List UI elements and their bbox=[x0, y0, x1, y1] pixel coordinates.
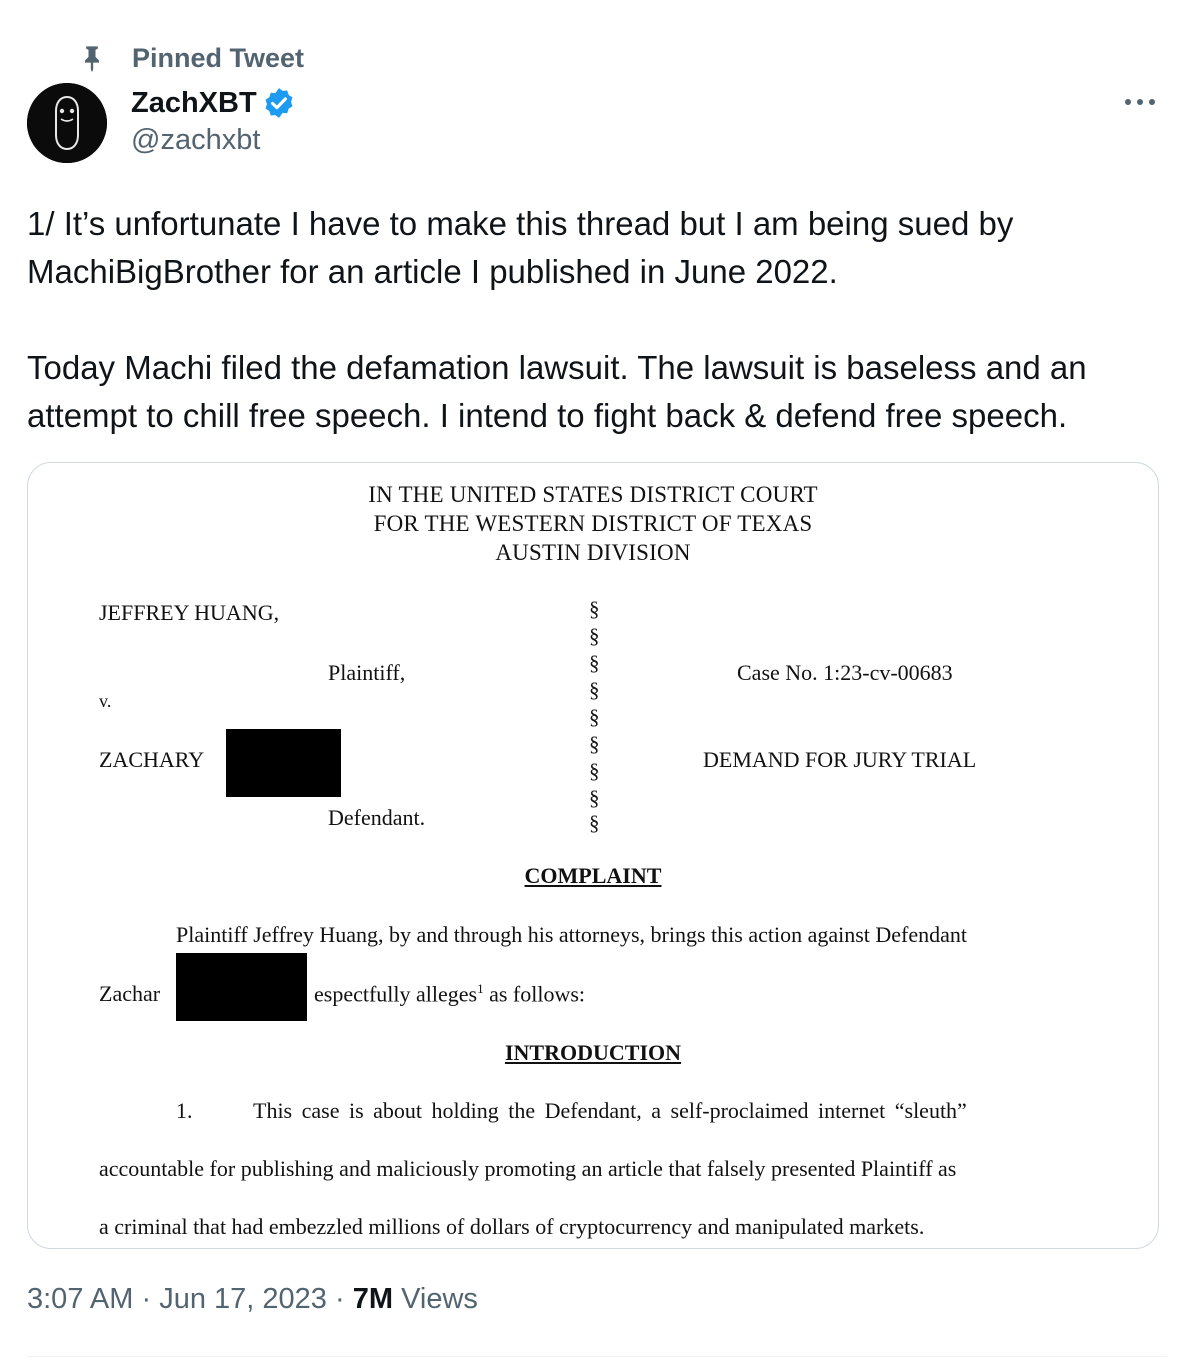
views-count: 7M bbox=[352, 1283, 393, 1315]
section-sign: § bbox=[589, 651, 600, 675]
tweet-time[interactable]: 3:07 AM bbox=[27, 1283, 134, 1315]
footnote-mark: 1 bbox=[477, 981, 484, 996]
handle[interactable]: @zachxbt bbox=[131, 124, 261, 156]
avatar-image bbox=[27, 83, 107, 163]
para1-line-3: a criminal that had embezzled millions of dollars of cryptocurrency and manipulated markets. bbox=[99, 1214, 925, 1239]
intro-line-2-start: Zachar bbox=[99, 981, 161, 1006]
avatar[interactable] bbox=[27, 83, 107, 163]
pinned-label: Pinned Tweet bbox=[132, 42, 305, 73]
verified-badge-icon bbox=[262, 86, 296, 120]
section-sign: § bbox=[589, 786, 600, 810]
separator: · bbox=[334, 1283, 345, 1315]
para1-line-2: accountable for publishing and maliciously promoting an article that falsely presented Plaintiff as bbox=[99, 1156, 957, 1181]
section-sign: § bbox=[589, 705, 600, 729]
pinned-indicator bbox=[78, 40, 304, 76]
section-sign: § bbox=[589, 759, 600, 783]
separator: · bbox=[141, 1283, 152, 1315]
section-sign: § bbox=[589, 732, 600, 756]
defendant-role: Defendant. bbox=[328, 805, 426, 830]
court-line-2: FOR THE WESTERN DISTRICT OF TEXAS bbox=[373, 511, 813, 536]
intro-line-1: Plaintiff Jeffrey Huang, by and through his attorneys, brings this action against Defendant bbox=[176, 922, 968, 947]
views-label: Views bbox=[401, 1283, 478, 1315]
section-sign: § bbox=[589, 624, 600, 648]
jury-demand: DEMAND FOR JURY TRIAL bbox=[703, 747, 977, 772]
court-document bbox=[28, 463, 1158, 1248]
divider bbox=[27, 1356, 1167, 1357]
more-options-icon[interactable] bbox=[1122, 92, 1158, 112]
tweet-text bbox=[27, 200, 1167, 440]
tweet-paragraph-2: Today Machi filed the defamation lawsuit. The lawsuit is baseless and an attempt to chill free speech. I intend to fight back & defend free speech. bbox=[27, 349, 1087, 434]
versus-label: v. bbox=[99, 691, 112, 711]
case-number: Case No. 1:23-cv-00683 bbox=[737, 660, 953, 685]
paragraph-number: 1. bbox=[176, 1098, 193, 1123]
introduction-heading: INTRODUCTION bbox=[504, 1040, 682, 1065]
pin-icon bbox=[78, 44, 106, 72]
author-name-row[interactable] bbox=[131, 84, 296, 122]
defendant-name: ZACHARY bbox=[99, 747, 205, 772]
tweet-paragraph-1: 1/ It’s unfortunate I have to make this thread but I am being sued by MachiBigBrother for an article I published in June 2022. bbox=[27, 205, 1014, 290]
plaintiff-name: JEFFREY HUANG, bbox=[99, 600, 280, 625]
tweet-date[interactable]: Jun 17, 2023 bbox=[159, 1283, 327, 1315]
section-sign: § bbox=[589, 597, 600, 621]
court-line-3: AUSTIN DIVISION bbox=[495, 540, 691, 565]
intro-line-2-tail: as follows: bbox=[483, 981, 586, 1007]
intro-line-2-end bbox=[314, 981, 585, 1007]
complaint-heading: COMPLAINT bbox=[524, 863, 662, 888]
tweet-metadata bbox=[27, 1283, 478, 1316]
section-sign: § bbox=[589, 678, 600, 702]
redaction-bar bbox=[176, 953, 307, 1021]
intro-line-2-text: espectfully alleges bbox=[314, 981, 478, 1007]
plaintiff-role: Plaintiff, bbox=[328, 660, 406, 685]
para1-line-1: This case is about holding the Defendant, a self-proclaimed internet “sleuth” bbox=[253, 1098, 967, 1123]
court-line-1: IN THE UNITED STATES DISTRICT COURT bbox=[368, 482, 818, 507]
section-sign: § bbox=[589, 811, 600, 835]
media-image[interactable] bbox=[27, 462, 1159, 1249]
display-name[interactable]: ZachXBT bbox=[131, 86, 257, 119]
redaction-bar bbox=[226, 729, 341, 797]
